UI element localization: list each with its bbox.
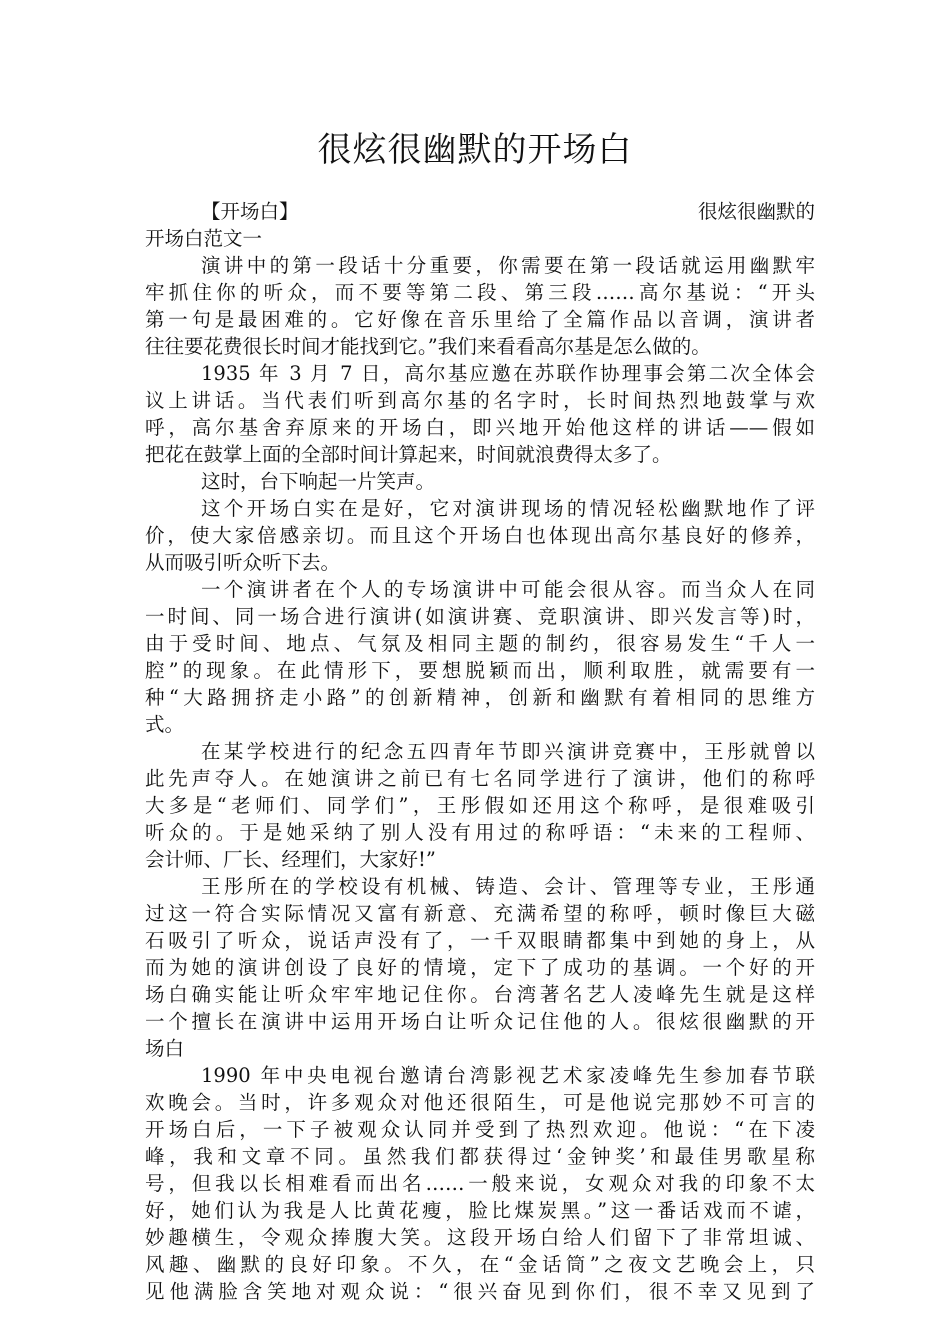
text-line: 演讲中的第一段话十分重要，你需要在第一段话就运用幽默牢 — [201, 254, 815, 277]
text-line: 由于受时间、地点、气氛及相同主题的制约，很容易发生“千人一 — [145, 632, 815, 655]
text-line: 在某学校进行的纪念五四青年节即兴演讲竞赛中，王彤就曾以 — [201, 740, 815, 763]
text-line: 一时间、同一场合进行演讲(如演讲赛、竞职演讲、即兴发言等)时， — [145, 605, 815, 628]
text-line: 开场白范文一 — [145, 227, 263, 250]
text-line: 开场白后，一下子被观众认同并受到了热烈欢迎。他说：“在下凌 — [145, 1118, 815, 1141]
text-line: 场白确实能让听众牢牢地记住你。台湾著名艺人凌峰先生就是这样 — [145, 983, 815, 1006]
text-line: 好，她们认为我是人比黄花瘦，脸比煤炭黑。”这一番话戏而不谑， — [145, 1199, 815, 1222]
body-lines — [145, 225, 815, 1305]
text-line: 欢晚会。当时，许多观众对他还很陌生，可是他说完那妙不可言的 — [145, 1091, 815, 1114]
document-title: 很炫很幽默的开场白 — [317, 130, 633, 170]
text-line: 石吸引了听众，说话声没有了，一千双眼睛都集中到她的身上，从 — [145, 929, 815, 952]
text-line: 此先声夺人。在她演讲之前已有七名同学进行了演讲，他们的称呼 — [145, 767, 815, 790]
text-line: 号，但我以长相难看而出名……一般来说，女观众对我的印象不太 — [145, 1172, 815, 1195]
text-line: 风趣、幽默的良好印象。不久，在“金话筒”之夜文艺晚会上，只 — [145, 1253, 815, 1276]
text-line: 第一句是最困难的。它好像在音乐里给了全篇作品以音调，演讲者 — [145, 308, 815, 331]
text-line: 牢抓住你的听众，而不要等第二段、第三段……高尔基说：“开头 — [145, 281, 815, 304]
text-line: 这时，台下响起一片笑声。 — [201, 470, 436, 493]
text-line: 这个开场白实在是好，它对演讲现场的情况轻松幽默地作了评 — [201, 497, 815, 520]
heading-title-fragment: 很炫很幽默的 — [697, 200, 815, 223]
text-line: 一个擅长在演讲中运用开场白让听众记住他的人。很炫很幽默的开 — [145, 1010, 815, 1033]
text-line: 价，使大家倍感亲切。而且这个开场白也体现出高尔基良好的修养， — [145, 524, 815, 547]
heading-line — [145, 198, 815, 225]
text-line: 会计师、厂长、经理们，大家好!” — [145, 848, 436, 871]
text-line: 过这一符合实际情况又富有新意、充满希望的称呼，顿时像巨大磁 — [145, 902, 815, 925]
text-line: 1935 年 3 月 7 日，高尔基应邀在苏联作协理事会第二次全体会 — [201, 362, 815, 385]
text-line: 见他满脸含笑地对观众说：“很兴奋见到你们，很不幸又见到了 — [145, 1280, 815, 1303]
text-line: 从而吸引听众听下去。 — [145, 551, 341, 574]
text-line: 把花在鼓掌上面的全部时间计算起来，时间就浪费得太多了。 — [145, 443, 672, 466]
text-line: 一个演讲者在个人的专场演讲中可能会很从容。而当众人在同 — [201, 578, 815, 601]
text-line: 峰，我和文章不同。虽然我们都获得过‘金钟奖’和最佳男歌星称 — [145, 1145, 815, 1168]
text-line: 场白 — [145, 1037, 185, 1060]
text-line: 种“大路拥挤走小路”的创新精神，创新和幽默有着相同的思维方 — [145, 686, 815, 709]
text-line: 大多是“老师们、同学们”，王彤假如还用这个称呼，是很难吸引 — [145, 794, 815, 817]
heading-label: 【开场白】 — [201, 200, 299, 223]
text-line: 往往要花费很长时间才能找到它。”我们来看看高尔基是怎么做的。 — [145, 335, 711, 358]
text-line: 呼，高尔基舍弃原来的开场白，即兴地开始他这样的讲话——假如 — [145, 416, 815, 439]
document-body — [145, 198, 815, 1305]
text-line: 1990 年中央电视台邀请台湾影视艺术家凌峰先生参加春节联 — [201, 1064, 815, 1087]
text-line: 式。 — [145, 713, 185, 736]
text-line: 腔”的现象。在此情形下，要想脱颖而出，顺利取胜，就需要有一 — [145, 659, 815, 682]
text-line: 王彤所在的学校设有机械、铸造、会计、管理等专业，王彤通 — [201, 875, 815, 898]
text-line: 而为她的演讲创设了良好的情境，定下了成功的基调。一个好的开 — [145, 956, 815, 979]
text-line: 议上讲话。当代表们听到高尔基的名字时，长时间热烈地鼓掌与欢 — [145, 389, 815, 412]
text-line: 听众的。于是她采纳了别人没有用过的称呼语：“未来的工程师、 — [145, 821, 815, 844]
text-line: 妙趣横生，令观众捧腹大笑。这段开场白给人们留下了非常坦诚、 — [145, 1226, 815, 1249]
